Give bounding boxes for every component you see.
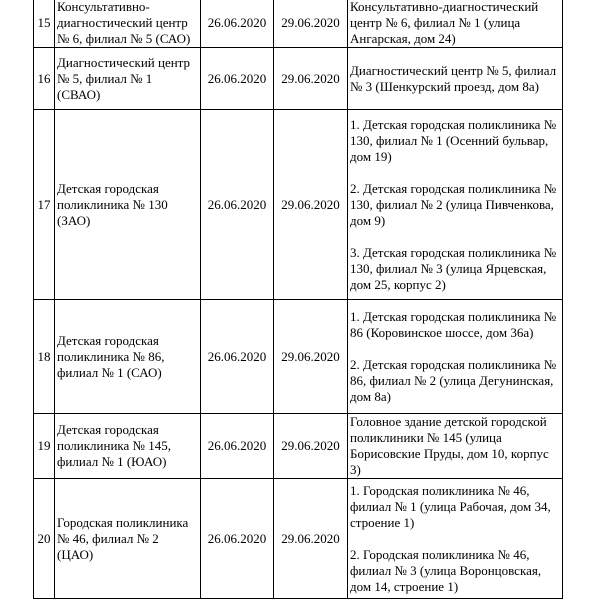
table-row bbox=[34, 479, 563, 599]
end-date-cell: 29.06.2020 bbox=[274, 110, 348, 300]
start-date-cell: 26.06.2020 bbox=[201, 110, 274, 300]
addresses-cell bbox=[348, 300, 563, 414]
start-date-cell: 26.06.2020 bbox=[201, 300, 274, 414]
address-entry: 2. Детская городская поликлиника № 86, филиал № 2 (улица Дегунинская, дом 8а) bbox=[350, 356, 557, 404]
row-number-cell: 20 bbox=[34, 479, 55, 599]
end-date-cell: 29.06.2020 bbox=[274, 48, 348, 110]
addresses-cell bbox=[348, 110, 563, 300]
start-date-cell: 26.06.2020 bbox=[201, 48, 274, 110]
institution-name-cell: Диагностический центр № 5, филиал № 1 (СВАО) bbox=[55, 48, 201, 110]
addresses-cell bbox=[348, 479, 563, 599]
row-number-cell: 16 bbox=[34, 48, 55, 110]
address-entry: 2. Городская поликлиника № 46, филиал № 3 (улица Воронцовская, дом 14, строение 1) bbox=[350, 546, 542, 594]
row-number-cell: 17 bbox=[34, 110, 55, 300]
row-number-cell: 19 bbox=[34, 414, 55, 479]
address-entry: 1. Детская городская поликлиника № 86 (Коровинское шоссе, дом 36а) bbox=[350, 308, 557, 340]
address-entry: Консультативно-диагностический центр № 6, филиал № 1 (улица Ангарская, дом 24) bbox=[350, 0, 539, 46]
address-entry: 1. Городская поликлиника № 46, филиал № 1 (улица Рабочая, дом 34, строение 1) bbox=[350, 482, 551, 530]
end-date-cell: 29.06.2020 bbox=[274, 479, 348, 599]
table-row bbox=[34, 300, 563, 414]
table-row bbox=[34, 110, 563, 300]
table-body bbox=[34, 0, 563, 599]
row-number-cell: 18 bbox=[34, 300, 55, 414]
table-row bbox=[34, 0, 563, 48]
addresses-cell bbox=[348, 414, 563, 479]
row-number-cell: 15 bbox=[34, 0, 55, 48]
institution-name-cell: Детская городская поликлиника № 86, филиал № 1 (САО) bbox=[55, 300, 201, 414]
addresses-cell bbox=[348, 48, 563, 110]
end-date-cell: 29.06.2020 bbox=[274, 414, 348, 479]
institution-name-cell: Детская городская поликлиника № 145, филиал № 1 (ЮАО) bbox=[55, 414, 201, 479]
addresses-cell bbox=[348, 0, 563, 48]
clinics-table bbox=[33, 0, 563, 599]
start-date-cell: 26.06.2020 bbox=[201, 0, 274, 48]
address-entry: Диагностический центр № 5, филиал № 3 (Шенкурский проезд, дом 8а) bbox=[350, 62, 557, 94]
start-date-cell: 26.06.2020 bbox=[201, 414, 274, 479]
table-row bbox=[34, 48, 563, 110]
institution-name-cell: Городская поликлиника № 46, филиал № 2 (ЦАО) bbox=[55, 479, 201, 599]
end-date-cell: 29.06.2020 bbox=[274, 300, 348, 414]
address-entry: 3. Детская городская поликлиника № 130, филиал № 3 (улица Ярцевская, дом 25, корпус 2) bbox=[350, 244, 557, 292]
start-date-cell: 26.06.2020 bbox=[201, 479, 274, 599]
address-entry: 2. Детская городская поликлиника № 130, филиал № 2 (улица Пивченкова, дом 9) bbox=[350, 180, 557, 228]
institution-name-cell: Консультативно-диагностический центр № 6, филиал № 5 (САО) bbox=[55, 0, 201, 48]
institution-name-cell: Детская городская поликлиника № 130 (ЗАО) bbox=[55, 110, 201, 300]
end-date-cell: 29.06.2020 bbox=[274, 0, 348, 48]
address-entry: Головное здание детской городской поликлиники № 145 (улица Борисовские Пруды, дом 10, корпус 3) bbox=[350, 414, 549, 477]
address-entry: 1. Детская городская поликлиника № 130, филиал № 1 (Осенний бульвар, дом 19) bbox=[350, 116, 557, 164]
table-row bbox=[34, 414, 563, 479]
